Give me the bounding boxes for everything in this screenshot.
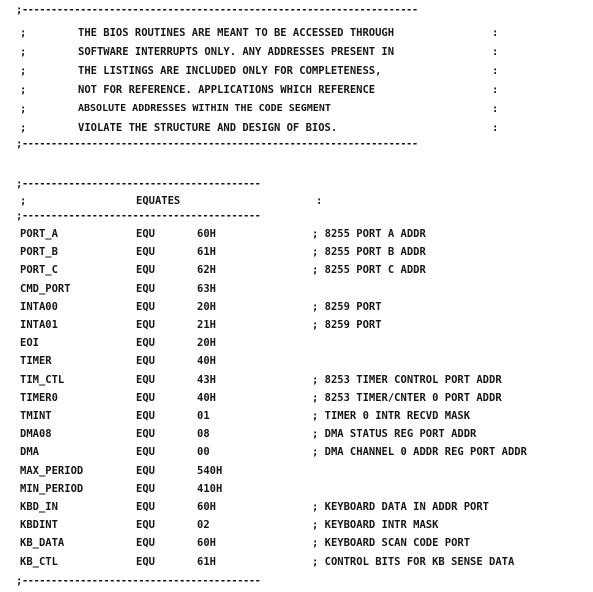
equate-row — [0, 392, 593, 410]
equate-name: PORT_C — [20, 264, 58, 276]
equate-name: MIN_PERIOD — [20, 483, 84, 495]
header-text-5: ABSOLUTE ADDRESSES WITHIN THE CODE SEGMENT — [78, 103, 331, 114]
equate-op: EQU — [136, 337, 155, 349]
equate-comment: ; 8259 PORT — [312, 319, 382, 331]
equate-row — [0, 501, 593, 519]
equate-value: 60H — [197, 228, 216, 240]
equate-value: 20H — [197, 337, 216, 349]
equate-comment: ; DMA STATUS REG PORT ADDR — [312, 428, 477, 440]
equate-name: PORT_B — [20, 246, 58, 258]
equate-name: DMA08 — [20, 428, 52, 440]
equate-row — [0, 483, 593, 501]
comment-semicolon: ; — [20, 27, 27, 39]
equate-comment: ; 8255 PORT A ADDR — [312, 228, 426, 240]
header-text-1: THE BIOS ROUTINES ARE MEANT TO BE ACCESSED THROUGH — [78, 27, 395, 39]
comment-semicolon: ; — [20, 103, 27, 115]
equate-value: 43H — [197, 374, 216, 386]
header-text-4: NOT FOR REFERENCE. APPLICATIONS WHICH REFERENCE — [78, 84, 376, 96]
equate-row — [0, 537, 593, 555]
equate-op: EQU — [136, 465, 155, 477]
equate-name: KB_DATA — [20, 537, 65, 549]
equate-row — [0, 283, 593, 301]
header-text-2: SOFTWARE INTERRUPTS ONLY. ANY ADDRESSES PRESENT IN — [78, 46, 395, 58]
equate-value: 01 — [197, 410, 210, 422]
equate-op: EQU — [136, 501, 155, 513]
equate-row — [0, 428, 593, 446]
equate-value: 62H — [197, 264, 216, 276]
equate-row — [0, 246, 593, 264]
equate-name: CMD_PORT — [20, 283, 71, 295]
equate-name: EOI — [20, 337, 39, 349]
equate-name: KBDINT — [20, 519, 58, 531]
equate-comment: ; KEYBOARD DATA IN ADDR PORT — [312, 501, 490, 513]
comment-colon: : — [492, 27, 499, 39]
equate-value: 63H — [197, 283, 216, 295]
equate-value: 60H — [197, 501, 216, 513]
equate-value: 61H — [197, 556, 216, 568]
equate-name: TMINT — [20, 410, 52, 422]
equate-row — [0, 446, 593, 464]
comment-colon: : — [492, 84, 499, 96]
equate-comment: ; 8255 PORT C ADDR — [312, 264, 426, 276]
equate-op: EQU — [136, 319, 155, 331]
equate-value: 02 — [197, 519, 210, 531]
equate-comment: ; 8253 TIMER/CNTER 0 PORT ADDR — [312, 392, 502, 404]
equate-value: 40H — [197, 355, 216, 367]
equate-op: EQU — [136, 446, 155, 458]
equate-name: TIMER0 — [20, 392, 58, 404]
equate-row — [0, 556, 593, 574]
equate-op: EQU — [136, 537, 155, 549]
equate-row — [0, 374, 593, 392]
equate-op: EQU — [136, 374, 155, 386]
equate-name: INTA00 — [20, 301, 58, 313]
equate-op: EQU — [136, 355, 155, 367]
equate-name: TIM_CTL — [20, 374, 65, 386]
equate-comment: ; KEYBOARD SCAN CODE PORT — [312, 537, 471, 549]
equate-value: 410H — [197, 483, 223, 495]
equate-row — [0, 519, 593, 537]
equate-value: 21H — [197, 319, 216, 331]
equates-rule-top: ;----------------------------------------- — [16, 178, 261, 190]
equates-title: EQUATES — [136, 195, 181, 207]
equate-value: 61H — [197, 246, 216, 258]
equate-op: EQU — [136, 228, 155, 240]
header-rule-bottom: ;-------------------------------------------------------------------- — [16, 138, 418, 150]
comment-colon: : — [492, 103, 499, 115]
comment-colon: : — [492, 122, 499, 134]
equate-comment: ; DMA CHANNEL 0 ADDR REG PORT ADDR — [312, 446, 527, 458]
equate-comment: ; TIMER 0 INTR RECVD MASK — [312, 410, 471, 422]
equate-value: 08 — [197, 428, 210, 440]
equate-op: EQU — [136, 246, 155, 258]
equate-op: EQU — [136, 556, 155, 568]
comment-colon: : — [316, 195, 323, 207]
equate-op: EQU — [136, 428, 155, 440]
equate-name: MAX_PERIOD — [20, 465, 84, 477]
comment-semicolon: ; — [20, 195, 27, 207]
equate-name: KBD_IN — [20, 501, 58, 513]
equate-row — [0, 355, 593, 373]
comment-semicolon: ; — [20, 46, 27, 58]
equate-op: EQU — [136, 301, 155, 313]
equate-comment: ; 8253 TIMER CONTROL PORT ADDR — [312, 374, 502, 386]
equate-name: INTA01 — [20, 319, 58, 331]
equate-row — [0, 337, 593, 355]
equate-name: KB_CTL — [20, 556, 58, 568]
equate-op: EQU — [136, 392, 155, 404]
equate-row — [0, 264, 593, 282]
comment-colon: : — [492, 65, 499, 77]
equate-comment: ; 8255 PORT B ADDR — [312, 246, 426, 258]
equate-row — [0, 410, 593, 428]
equate-value: 00 — [197, 446, 210, 458]
equate-name: TIMER — [20, 355, 52, 367]
equate-value: 20H — [197, 301, 216, 313]
header-text-6: VIOLATE THE STRUCTURE AND DESIGN OF BIOS. — [78, 122, 338, 134]
equate-row — [0, 319, 593, 337]
equate-op: EQU — [136, 283, 155, 295]
equate-name: DMA — [20, 446, 39, 458]
equate-value: 60H — [197, 537, 216, 549]
equate-comment: ; KEYBOARD INTR MASK — [312, 519, 439, 531]
header-rule-top: ;-------------------------------------------------------------------- — [16, 4, 418, 16]
equate-op: EQU — [136, 483, 155, 495]
equate-name: PORT_A — [20, 228, 58, 240]
equate-comment: ; 8259 PORT — [312, 301, 382, 313]
equate-row — [0, 228, 593, 246]
equate-row — [0, 301, 593, 319]
equates-rule-mid: ;----------------------------------------- — [16, 210, 261, 222]
equate-comment: ; CONTROL BITS FOR KB SENSE DATA — [312, 556, 515, 568]
equates-rule-bottom: ;----------------------------------------- — [16, 575, 261, 587]
equate-op: EQU — [136, 410, 155, 422]
comment-semicolon: ; — [20, 122, 27, 134]
comment-semicolon: ; — [20, 65, 27, 77]
header-text-3: THE LISTINGS ARE INCLUDED ONLY FOR COMPLETENESS, — [78, 65, 382, 77]
comment-semicolon: ; — [20, 84, 27, 96]
equate-op: EQU — [136, 264, 155, 276]
equate-value: 540H — [197, 465, 223, 477]
comment-colon: : — [492, 46, 499, 58]
equate-row — [0, 465, 593, 483]
equate-value: 40H — [197, 392, 216, 404]
equate-op: EQU — [136, 519, 155, 531]
